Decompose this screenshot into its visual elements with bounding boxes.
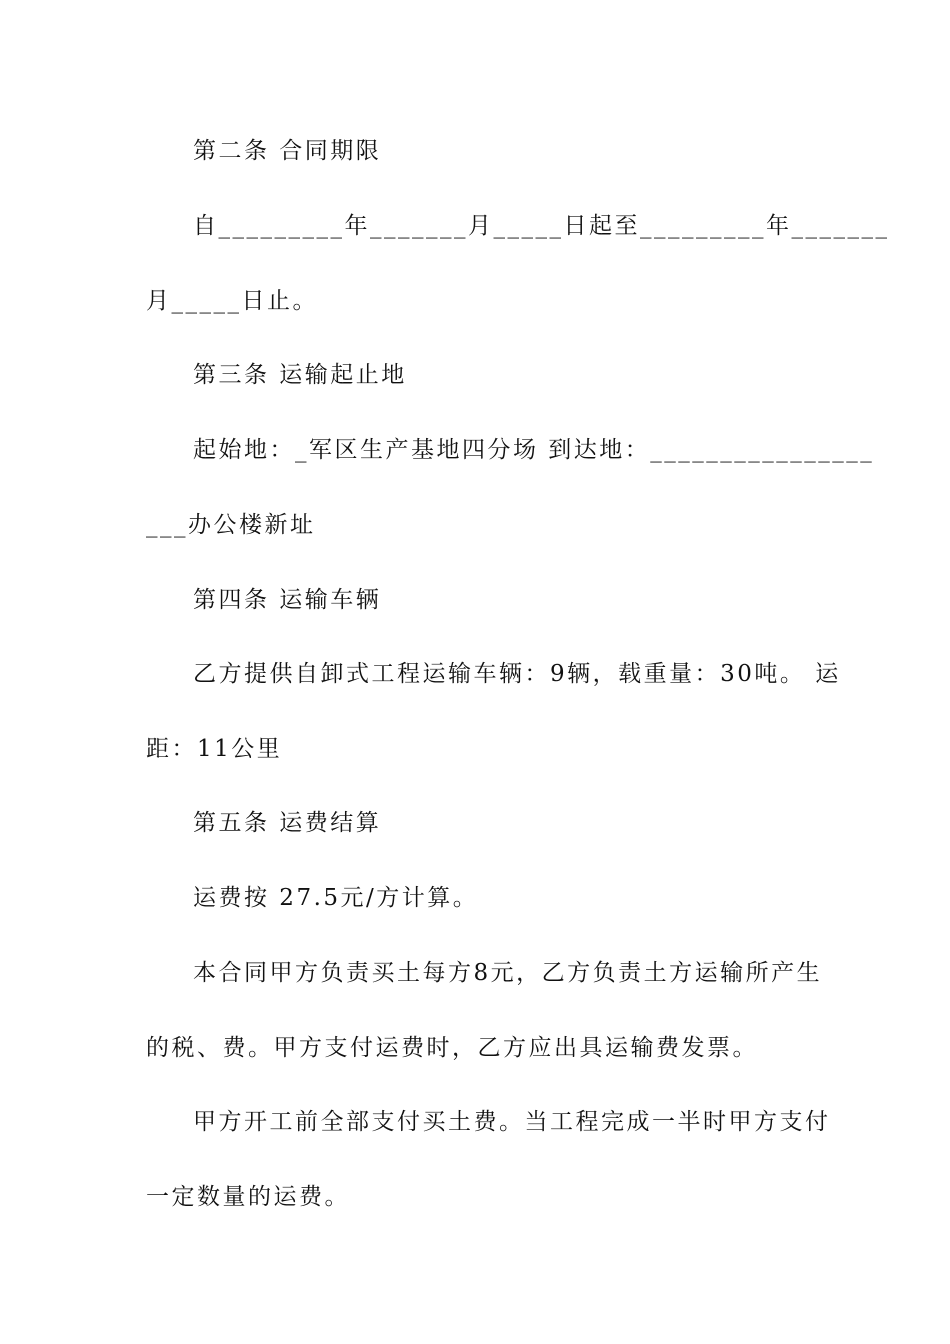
soil-purchase-line: 本合同甲方负责买土每方8元，乙方负责土方运输所产生: [193, 960, 823, 986]
article-5-heading: 第五条 运费结算: [193, 810, 382, 836]
origin-destination-line: 起始地：_军区生产基地四分场 到达地：________________: [193, 437, 875, 463]
contract-period-end-line: 月_____日止。: [146, 288, 318, 314]
article-4-heading: 第四条 运输车辆: [193, 587, 382, 613]
contract-period-line: 自_________年_______月_____日起至_________年_______: [193, 213, 890, 239]
article-3-heading: 第三条 运输起止地: [193, 362, 407, 388]
payment-schedule-line: 甲方开工前全部支付买土费。当工程完成一半时甲方支付: [193, 1109, 831, 1135]
article-2-heading: 第二条 合同期限: [193, 138, 382, 164]
freight-rate-line: 运费按 27.5元/方计算。: [193, 885, 479, 911]
payment-schedule-end-line: 一定数量的运费。: [146, 1184, 350, 1210]
destination-continuation-line: ___办公楼新址: [146, 512, 316, 538]
tax-invoice-line: 的税、费。甲方支付运费时，乙方应出具运输费发票。: [146, 1035, 758, 1061]
distance-line: 距：11公里: [146, 736, 283, 762]
vehicle-info-line: 乙方提供自卸式工程运输车辆：9辆，载重量：30吨。 运: [193, 661, 841, 687]
